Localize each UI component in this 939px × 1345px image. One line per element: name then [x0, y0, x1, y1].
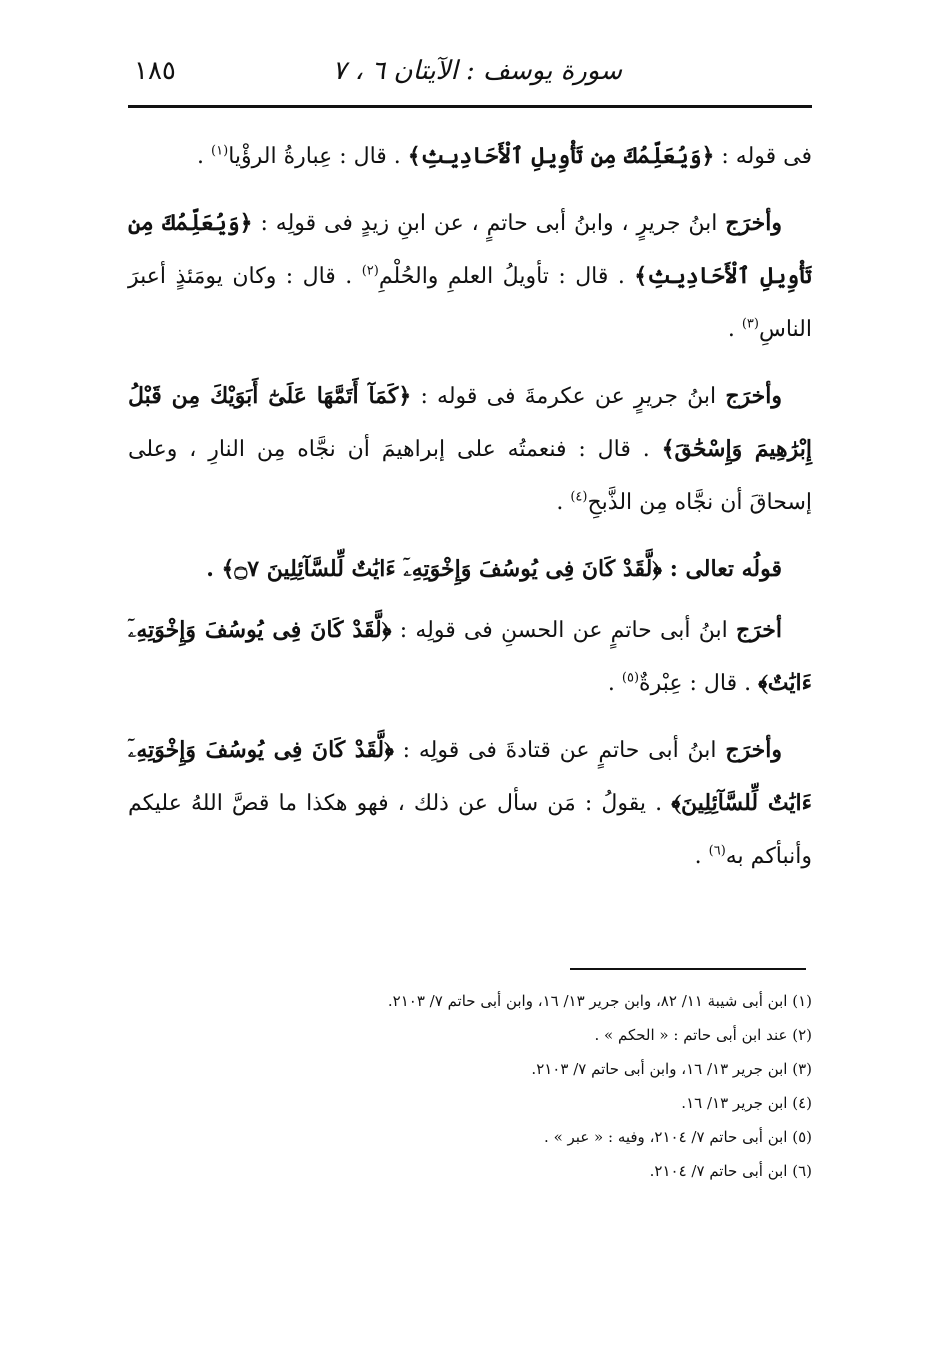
footnote-5: (٥) ابن أبى حاتم ٧/ ٢١٠٤، وفيه : « عبر » . [544, 1128, 812, 1146]
quran-quote: ﴿وَيُعَلِّمُكَ مِن تَأْوِيلِ ٱلْأَحَادِيثِ﴾ [407, 143, 715, 169]
paragraph-end: . [727, 317, 742, 342]
paragraph-6 [128, 724, 812, 883]
paragraph-lead: وأخرَج [725, 210, 782, 236]
paragraph-end: . [206, 556, 222, 582]
paragraph-lead: أخرَج [735, 617, 782, 643]
footnote-1: (١) ابن أبى شيبة ١١/ ٨٢، وابن جرير ١٣/ ١٦، وابن أبى حاتم ٧/ ٢١٠٣. [387, 992, 812, 1010]
paragraph-text: . قال : وكان يومَئذٍ أعبرَ الناسِ [128, 264, 812, 342]
running-title: سورة يوسف : الآيتان ٦ ، ٧ [332, 56, 622, 86]
paragraph-text: ابنُ جريرٍ ، وابنُ أبى حاتمٍ ، عن ابنِ زيدٍ فى قولِه : [252, 211, 726, 236]
paragraph-text: . قال : تأويلُ العلمِ والحُلْمِ [378, 264, 635, 289]
paragraph-text: فى قوله : [714, 144, 812, 169]
footnote-ref[interactable]: (٤) [570, 489, 588, 505]
paragraph-end: . [607, 671, 622, 696]
quran-quote: ﴿كَمَآ أَتَمَّهَا عَلَىٰٓ أَبَوَيْكَ مِن قَبْلُ إِبْرَٰهِيمَ وَإِسْحَٰقَ﴾ [128, 383, 813, 462]
verse-heading [128, 543, 812, 596]
paragraph-5 [128, 604, 812, 710]
footnote-ref[interactable]: (١) [211, 143, 229, 159]
quran-quote: ﴿لَّقَدْ كَانَ فِى يُوسُفَ وَإِخْوَتِهِۦٓ ءَايَٰتٌ لِّلسَّآئِلِينَ ۝٧﴾ [221, 556, 663, 582]
footnote-ref[interactable]: (٥) [621, 670, 640, 686]
paragraph-text: ابنُ أبى حاتمٍ عن قتادةَ فى قولِه : [393, 738, 726, 763]
footnote-ref[interactable]: (٦) [708, 843, 726, 859]
header-rule [128, 105, 812, 108]
paragraph-lead: وأخرَج [725, 737, 783, 763]
paragraph-text: . قال : فنعمتُه على إبراهيمَ أن نجَّاه مِن النارِ ، وعلى إسحاقَ أن نجَّاه مِن الذَّبحِ [128, 437, 812, 515]
paragraph-end: . [694, 844, 709, 869]
paragraph-text: ابنُ أبى حاتمٍ عن الحسنِ فى قولِه : [391, 618, 736, 643]
footnote-3: (٣) ابن جرير ١٣/ ١٦، وابن أبى حاتم ٧/ ٢١٠٣. [531, 1060, 812, 1078]
paragraph-text: . قال : عِبارةُ الرؤْيا [228, 144, 408, 169]
main-text [128, 130, 812, 897]
footnote-4: (٤) ابن جرير ١٣/ ١٦. [681, 1094, 812, 1112]
paragraph-end: . [197, 144, 212, 169]
page-header [128, 50, 812, 98]
page-number: ١٨٥ [134, 56, 176, 86]
quran-quote: ﴿لَّقَدْ كَانَ فِى يُوسُفَ وَإِخْوَتِهِۦٓ ءَايَٰتٌ لِّلسَّآئِلِينَ﴾ [128, 737, 813, 816]
heading-lead: قولُه تعالى : [662, 556, 782, 582]
footnote-2: (٢) عند ابن أبى حاتم : « الحكم » . [594, 1026, 812, 1044]
paragraph-3 [128, 370, 812, 529]
paragraph-text: . يقولُ : مَن سأل عن ذلك ، فهو هكذا ما قصَّ اللهُ عليكم وأنبأكم به [128, 791, 812, 869]
paragraph-lead: وأخرَج [725, 383, 782, 409]
footnote-ref[interactable]: (٢) [361, 263, 379, 279]
paragraph-2 [128, 197, 812, 356]
quran-quote: ﴿وَيُعَلِّمُكَ مِن تَأْوِيلِ ٱلْأَحَادِيثِ﴾ [128, 210, 812, 289]
footnotes [128, 984, 812, 1188]
footnote-ref[interactable]: (٣) [741, 316, 759, 332]
paragraph-end: . [556, 490, 571, 515]
paragraph-text: ابنُ جريرٍ عن عكرمةَ فى قوله : [411, 384, 726, 409]
paragraph-text: . قال : عِبْرةٌ [639, 671, 759, 696]
footnote-separator [570, 968, 806, 970]
paragraph-1 [128, 130, 812, 183]
footnote-6: (٦) ابن أبى حاتم ٧/ ٢١٠٤. [649, 1162, 812, 1180]
quran-quote: ﴿لَّقَدْ كَانَ فِى يُوسُفَ وَإِخْوَتِهِۦٓ ءَايَٰتٌ﴾ [128, 617, 812, 696]
